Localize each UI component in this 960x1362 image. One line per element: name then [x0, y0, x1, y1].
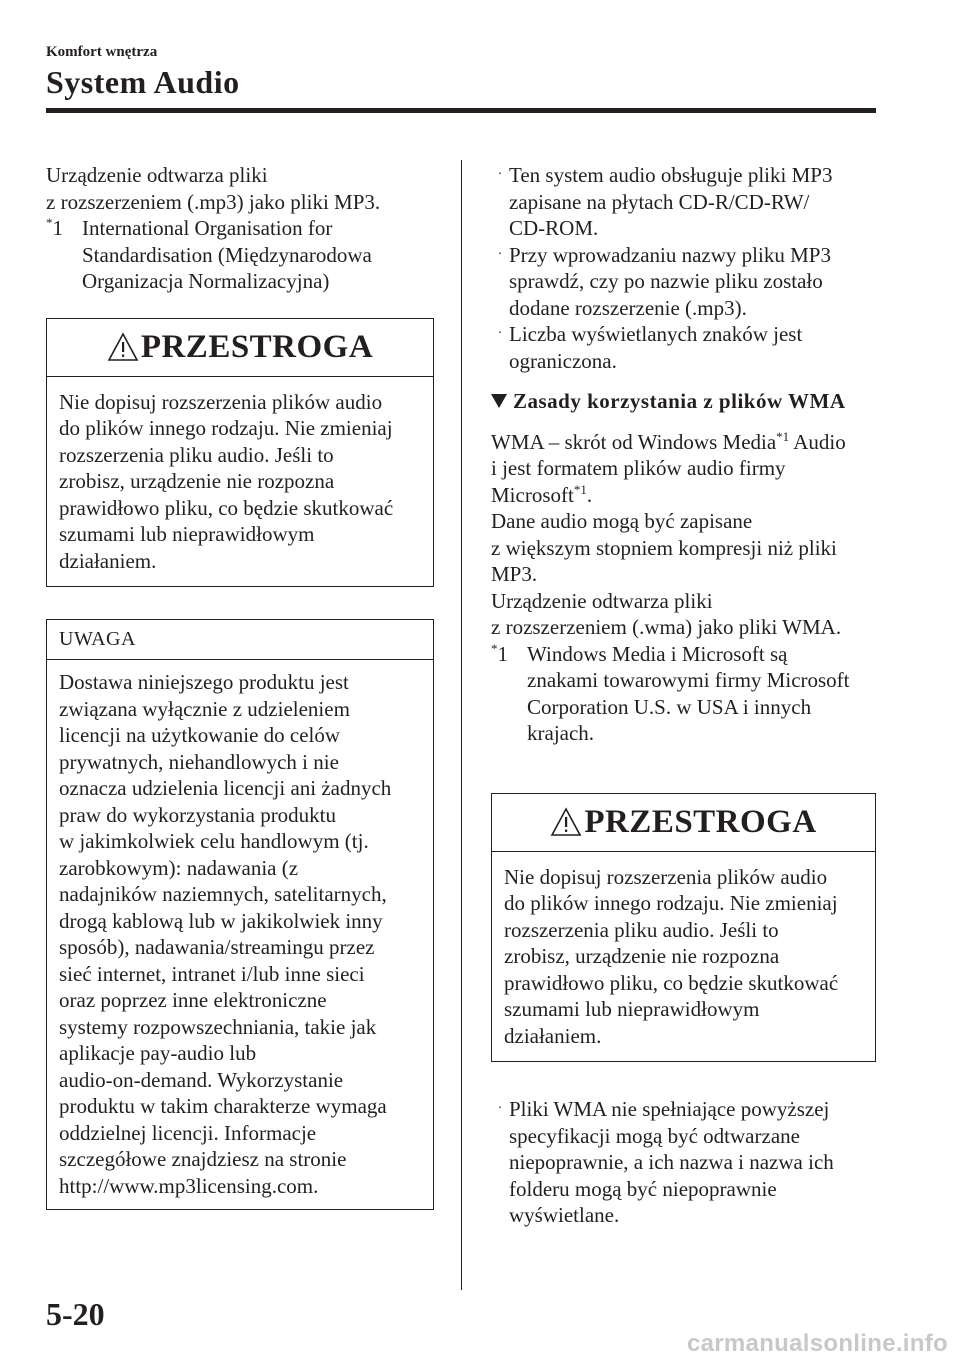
column-divider: [461, 160, 462, 1290]
footnote-marker: *1: [491, 640, 508, 666]
note-box: [46, 619, 434, 1210]
bullet-item: · Przy wprowadzaniu nazwy pliku MP3 sprawdź, czy po nazwie pliku zostało dodane rozszerzenie (.mp3).: [491, 242, 881, 322]
caution-body: Nie dopisuj rozszerzenia plików audio do plików innego rodzaju. Nie zmieniaj rozszerzenia pliku audio. Jeśli to zrobisz, urządzenie nie rozpozna prawidłowo pliku, co będzie skutkować szumami lub nieprawidłowym działaniem.: [59, 389, 394, 573]
bullet-item: · Ten system audio obsługuje pliki MP3 zapisane na płytach CD-R/CD-RW/ CD-ROM.: [491, 162, 881, 242]
warning-icon: [550, 807, 582, 837]
left-column: [46, 162, 434, 1210]
triangle-marker-icon: [491, 394, 507, 408]
bullet-dot: ·: [497, 1101, 503, 1116]
bullet-item: · Liczba wyświetlanych znaków jest ograniczona.: [491, 321, 881, 374]
intro-line: z rozszerzeniem (.mp3) jako pliki MP3.: [46, 189, 381, 214]
note-header: UWAGA: [47, 620, 433, 660]
caution-box: [46, 318, 434, 588]
footnote-marker: *1: [46, 215, 63, 240]
bullet-item: · Pliki WMA nie spełniające powyższej specyfikacji mogą być odtwarzane niepoprawnie, a ich nazwa i nazwa ich folderu mogą być niepoprawnie wyświetlane.: [491, 1096, 881, 1229]
bullet-dot: ·: [497, 326, 503, 341]
wma-paragraph: WMA – skrót od Windows Media$^{*1}$ Audio i jest formatem plików audio firmy Microsoft$^{*1}$. Dane audio mogą być zapisane z większym stopniem kompresji niż pliki MP3. Urządzenie odtwarza pliki z rozszerzeniem (.wma) jako pliki WMA.: [491, 428, 846, 639]
header-rule: [46, 108, 876, 113]
caution-title: PRZESTROGA: [140, 328, 374, 365]
section-subheading: Zasady korzystania z plików WMA: [491, 388, 881, 415]
footnote: [46, 215, 434, 295]
chapter-title: System Audio: [46, 64, 240, 100]
watermark: carmanualsonline.info: [686, 1330, 948, 1357]
section-label: Komfort wnętrza: [46, 44, 158, 60]
bullet-dot: ·: [497, 246, 503, 262]
caution-header: [47, 319, 433, 377]
intro-line: Urządzenie odtwarza pliki: [46, 163, 268, 187]
footnote-text: International Organisation for Standardisation (Międzynarodowa Organizacja Normalizacyjna): [82, 216, 372, 293]
caution-box: [491, 793, 876, 1063]
right-column: [491, 162, 881, 1229]
bullet-dot: ·: [497, 167, 503, 182]
note-body: Dostawa niniejszego produktu jest związana wyłącznie z udzieleniem licencji na użytkowanie do celów prywatnych, niehandlowych i nie oznacza udzielenia licencji ani żadnych praw do wykorzystania produktu w jakimkolwiek celu handlowym (tj. zarobkowym): nadawania (z nadajników naziemnych, satelitarnych, drogą kablową lub w jakikolwiek inny sposób), nadawania/streamingu przez sieć internet, intranet i/lub inne sieci oraz poprzez inne elektroniczne systemy rozpowszechniania, takie jak aplikacje pay-audio lub audio-on-demand. Wykorzystanie produktu w takim charakterze wymaga oddzielnej licencji. Informacje szczegółowe znajdziesz na stronie http://www.mp3licensing.com.: [59, 670, 392, 1198]
caution-header: [492, 794, 875, 852]
intro-paragraph: [46, 162, 434, 215]
caution-title: PRZESTROGA: [584, 803, 817, 840]
page-number: 5-20: [46, 1296, 105, 1332]
footnote: [491, 641, 881, 747]
footnote-text: Windows Media i Microsoft są znakami towarowymi firmy Microsoft Corporation U.S. w USA i innych krajach.: [527, 641, 850, 745]
warning-icon: [107, 332, 139, 362]
caution-body: Nie dopisuj rozszerzenia plików audio do plików innego rodzaju. Nie zmieniaj rozszerzenia pliku audio. Jeśli to zrobisz, urządzenie nie rozpozna prawidłowo pliku, co będzie skutkować szumami lub nieprawidłowym działaniem.: [504, 864, 839, 1048]
